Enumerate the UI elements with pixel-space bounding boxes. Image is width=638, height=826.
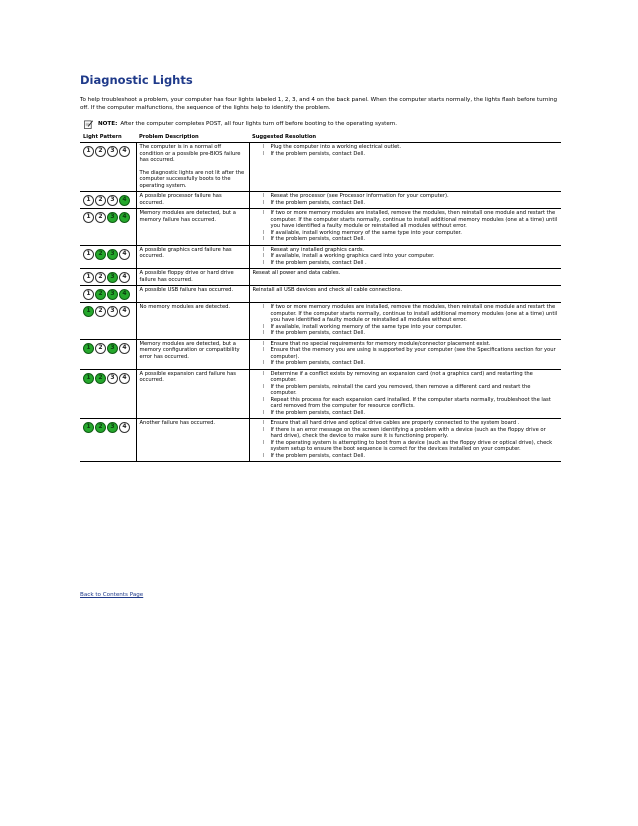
resolution-text: If two or more memory modules are installed, remove the modules, then reinstall one module and restart the computer. If the computer starts normally, continue to install additional memory modules (one at a time) until you have identified a faulty module or reinstalled all modules without error. [270,210,558,229]
light-circle-icon: 2 [95,373,106,384]
problem-description: Memory modules are detected, but a memory failure has occurred. [139,210,236,223]
table-row [80,286,561,303]
light-circle-icon: 1 [83,343,94,354]
bullet-icon: l [262,193,264,199]
table-row [80,245,561,269]
note-callout [84,120,564,129]
light-circle-icon: 4 [119,373,130,384]
resolution-text: Reseat the processor (see Processor information for your computer). [270,193,449,199]
light-circle-icon: 1 [83,249,94,260]
bullet-icon: l [262,439,264,446]
bullet-icon: l [262,236,264,242]
problem-description: The diagnostic lights are not lit after the computer successfully boots to the operating system. [139,169,245,189]
resolution-text: If available, install working memory of the same type into your computer. [270,229,462,236]
light-pattern-cell [80,209,136,246]
resolution-text: Repeat this process for each expansion card installed. If the computer starts normally, troubleshoot the last card removed from the computer for resource conflicts. [270,396,551,409]
light-pattern-cell [80,419,136,462]
light-pattern-cell [80,245,136,269]
resolution-item [263,410,559,417]
light-circle-icon: 2 [95,272,106,283]
light-circle-icon: 2 [95,195,106,206]
resolution-list [253,420,559,459]
resolution-text: If the problem persists, contact Dell. [270,452,366,459]
resolution-list [253,341,559,367]
light-pattern [83,195,133,206]
problem-description: Memory modules are detected, but a memory configuration or compatibility error has occurred. [139,340,240,360]
bullet-icon: l [262,144,264,150]
light-circle-icon: 4 [119,306,130,317]
light-circle-icon: 4 [119,272,130,283]
table-row [80,269,561,286]
suggested-resolution-cell [249,143,561,192]
resolution-text: If there is an error message on the screen identifying a problem with a device (such as the floppy drive or hard drive), check the device to make sure it is functioning properly. [270,426,546,439]
light-circle-icon: 1 [83,306,94,317]
resolution-item [263,260,559,267]
suggested-resolution-cell [249,419,561,462]
bullet-icon: l [262,229,264,236]
light-circle-icon: 3 [107,272,118,283]
resolution-text: Reseat all power and data cables. [252,270,341,276]
header-suggested-resolution: Suggested Resolution [249,132,561,143]
bullet-icon: l [262,426,264,433]
problem-description-cell [136,419,249,462]
resolution-item [263,347,559,360]
light-circle-icon: 4 [119,422,130,433]
bullet-icon: l [262,304,264,310]
resolution-text: Ensure that the memory you are using is supported by your computer (see the Specifications section for your computer). [270,347,556,360]
bullet-icon: l [262,150,264,157]
resolution-item [263,397,559,410]
table-row [80,369,561,419]
resolution-list [253,304,559,337]
light-circle-icon: 2 [95,146,106,157]
suggested-resolution-cell [249,209,561,246]
suggested-resolution-cell [249,339,561,369]
resolution-text: If the problem persists, contact Dell. [270,150,366,157]
light-circle-icon: 4 [119,249,130,260]
light-pattern [83,249,133,260]
intro-paragraph: To help troubleshoot a problem, your computer has four lights labeled 1, 2, 3, and 4 on the back panel. When the computer starts normally, the lights flash before turning off. If the computer malfunctions, the sequence of the lights help to identify the problem. [80,97,558,111]
problem-description-cell [136,369,249,419]
problem-description: A possible USB failure has occurred. [139,287,234,293]
table-row [80,303,561,340]
resolution-text: If two or more memory modules are installed, remove the modules, then reinstall one module and restart the computer. If the computer starts normally, continue to install additional memory modules (one at a time) until you have identified a faulty module or reinstalled all modules without error. [270,304,558,323]
resolution-text: Determine if a conflict exists by removing an expansion card (not a graphics card) and restarting the computer. [270,370,533,383]
resolution-item [263,453,559,460]
light-circle-icon: 1 [83,212,94,223]
resolution-text: Ensure that no special requirements for memory module/connector placement exist. [270,340,491,347]
bullet-icon: l [262,259,264,266]
resolution-item [263,151,559,158]
resolution-list [253,210,559,243]
light-pattern-cell [80,339,136,369]
light-circle-icon: 3 [107,195,118,206]
light-circle-icon: 3 [107,249,118,260]
light-circle-icon: 2 [95,289,106,300]
resolution-text: Ensure that all hard drive and optical drive cables are properly connected to the system board . [270,420,520,426]
resolution-item [263,200,559,207]
table-row [80,209,561,246]
table-header-row [80,132,561,143]
bullet-icon: l [262,246,264,253]
problem-description-cell [136,339,249,369]
resolution-list [253,193,559,206]
suggested-resolution-cell [249,269,561,286]
resolution-item [263,330,559,337]
table-row [80,339,561,369]
light-circle-icon: 1 [83,422,94,433]
bullet-icon: l [262,420,264,426]
light-pattern-cell [80,143,136,192]
resolution-text: Reinstall all USB devices and check all cable connections. [252,287,403,293]
table-row [80,419,561,462]
page-title: Diagnostic Lights [80,73,193,87]
light-pattern [83,212,133,223]
resolution-list [253,247,559,267]
light-circle-icon: 4 [119,212,130,223]
problem-description: A possible expansion card failure has occurred. [139,370,236,383]
problem-description-cell [136,209,249,246]
bullet-icon: l [262,370,264,377]
light-pattern [83,373,133,384]
light-pattern-cell [80,303,136,340]
problem-description-cell [136,192,249,209]
resolution-list [253,371,559,417]
light-pattern [83,422,133,433]
problem-description-cell [136,269,249,286]
back-to-contents-link[interactable]: Back to Contents Page [80,592,144,598]
light-pattern [83,146,133,157]
problem-description-cell [136,303,249,340]
bullet-icon: l [262,323,264,330]
bullet-icon: l [262,396,264,403]
light-circle-icon: 1 [83,373,94,384]
suggested-resolution-cell [249,245,561,269]
bullet-icon: l [262,360,264,366]
bullet-icon: l [262,330,264,336]
resolution-text: If the problem persists, contact Dell. [270,409,366,416]
bullet-icon: l [262,340,264,347]
problem-description: A possible floppy drive or hard drive failure has occurred. [139,270,234,283]
problem-description-cell [136,245,249,269]
light-pattern [83,343,133,354]
light-circle-icon: 2 [95,249,106,260]
light-circle-icon: 2 [95,343,106,354]
light-pattern [83,272,133,283]
bullet-icon: l [262,409,264,416]
resolution-item [263,360,559,367]
bullet-icon: l [262,253,264,259]
bullet-icon: l [262,347,264,353]
note-text: After the computer completes POST, all four lights turn off before booting to the operating system. [120,120,398,127]
light-circle-icon: 2 [95,212,106,223]
resolution-item [263,236,559,243]
problem-description: A possible graphics card failure has occurred. [139,246,232,259]
light-circle-icon: 3 [107,422,118,433]
light-pattern [83,306,133,317]
light-circle-icon: 4 [119,195,130,206]
header-light-pattern: Light Pattern [80,132,136,143]
light-circle-icon: 3 [107,306,118,317]
resolution-text: If the operating system is attempting to boot from a device (such as the floppy drive or optical drive), check system setup to ensure the boot sequence is correct for the devices installed on your computer. [270,439,553,452]
light-circle-icon: 3 [107,212,118,223]
problem-description-cell [136,286,249,303]
suggested-resolution-cell [249,303,561,340]
resolution-text: If the problem persists, contact Dell . [270,259,367,266]
resolution-list [253,144,559,157]
resolution-text: If available, install working memory of the same type into your computer. [270,323,462,330]
table-row [80,192,561,209]
light-circle-icon: 3 [107,289,118,300]
light-pattern-cell [80,369,136,419]
table-row [80,143,561,192]
light-circle-icon: 4 [119,146,130,157]
resolution-item [263,371,559,384]
suggested-resolution-cell [249,286,561,303]
resolution-text: If available, install a working graphics card into your computer. [270,253,435,259]
resolution-item [263,210,559,230]
resolution-text: If the problem persists, contact Dell. [270,199,366,206]
light-circle-icon: 1 [83,146,94,157]
header-problem-description: Problem Description [136,132,249,143]
resolution-item [263,440,559,453]
resolution-item [263,384,559,397]
light-circle-icon: 1 [83,195,94,206]
light-circle-icon: 3 [107,146,118,157]
problem-description-cell [136,143,249,192]
light-circle-icon: 4 [119,343,130,354]
resolution-text: If the problem persists, reinstall the card you removed, then remove a different card and restart the computer. [270,383,531,396]
note-label: NOTE: [98,120,118,127]
problem-description: The computer is in a normal off condition or a possible pre-BIOS failure has occurred. [139,144,241,163]
light-circle-icon: 1 [83,272,94,283]
resolution-text: Plug the computer into a working electrical outlet. [270,144,401,150]
resolution-item [263,427,559,440]
bullet-icon: l [262,210,264,216]
note-pencil-icon [84,120,93,129]
light-circle-icon: 2 [95,306,106,317]
bullet-icon: l [262,383,264,390]
problem-description: Another failure has occurred. [139,420,216,426]
resolution-text: If the problem persists, contact Dell. [270,360,366,366]
resolution-text: If the problem persists, contact Dell. [270,330,366,336]
resolution-text: If the problem persists, contact Dell. [270,236,366,242]
problem-description: A possible processor failure has occurred. [139,193,222,206]
suggested-resolution-cell [249,369,561,419]
diagnostic-lights-table [80,132,561,462]
light-pattern [83,289,133,300]
resolution-item [263,304,559,324]
resolution-text: Reseat any installed graphics cards. [270,246,365,253]
light-pattern-cell [80,192,136,209]
light-circle-icon: 3 [107,373,118,384]
bullet-icon: l [262,199,264,206]
bullet-icon: l [262,452,264,459]
light-circle-icon: 4 [119,289,130,300]
light-circle-icon: 2 [95,422,106,433]
suggested-resolution-cell [249,192,561,209]
light-pattern-cell [80,286,136,303]
light-circle-icon: 3 [107,343,118,354]
light-pattern-cell [80,269,136,286]
light-circle-icon: 1 [83,289,94,300]
problem-description: No memory modules are detected. [139,304,231,310]
